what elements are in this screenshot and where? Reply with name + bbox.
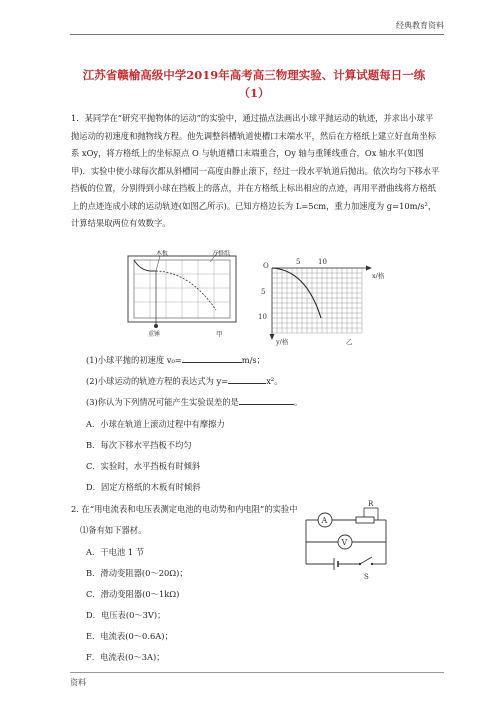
label-zhongchui: 重锤 bbox=[148, 331, 161, 338]
title-line-2: （1） bbox=[238, 86, 270, 100]
x-axis-arrow bbox=[366, 266, 372, 271]
label-muban: 木板 bbox=[156, 250, 169, 257]
answer-blank-1[interactable] bbox=[182, 353, 242, 363]
q1-sub3: (3)你认为下列情况可能产生实验误差的是 。 bbox=[86, 397, 303, 407]
q1-sub1: (1)小球平抛的初速度 v₀= m/s； bbox=[86, 355, 265, 365]
y-axis-label: y/格 bbox=[276, 338, 289, 346]
q1-option-c: C．实验时，水平挡板有时倾斜 bbox=[86, 461, 201, 471]
x-tick-5: 5 bbox=[296, 258, 301, 266]
footer-rule bbox=[70, 672, 444, 673]
q1-option-a: A．小球在轨道上滚动过程中有摩擦力 bbox=[86, 419, 225, 429]
trajectory-curve bbox=[156, 271, 216, 310]
q2-item-f: F．电流表(0～3A)； bbox=[86, 652, 165, 662]
footer-text: 资料 bbox=[70, 678, 86, 687]
x-axis-label: x/格 bbox=[372, 272, 385, 280]
q2-sub1: ⑴备有如下器材。 bbox=[80, 525, 147, 535]
resistor bbox=[356, 517, 374, 523]
resistor-label: R bbox=[368, 500, 374, 508]
q1-option-d: D．固定方格纸的木板有时倾斜 bbox=[86, 482, 201, 492]
q1-sub2: (2)小球运动的轨迹方程的表达式为 y= x²。 bbox=[86, 376, 283, 386]
answer-blank-3[interactable] bbox=[239, 395, 294, 405]
circuit-diagram bbox=[300, 500, 392, 584]
q1-paragraph: 1．某同学在“研究平抛物体的运动”的实验中，通过描点法画出小球平抛运动的轨迹，并求出小球平抛运动的初速度和抛物线方程。他先调整斜槽轨道使槽口末端水平，然后在方格纸上建立好直角坐标系 xOy，将方格纸上的坐标原点 O 与轨道槽口末端重合，Oy 轴与重锤线重合，Ox 轴水平(如图甲)．实验中使小球每次都从斜槽同一高度由静止滚下，经过一段水平轨道后抛出。依次均匀下移水平挡板的位置，分别得到小球在挡板上的落点，并在方格纸上标出相应的点迹，再用平滑曲线将方格纸上的点迹连成小球的运动轨迹(如图乙所示)。已知方格边长为 L=5cm，重力加速度为 g=10m/s²，计算结果取两位有效数字。 bbox=[71, 113, 440, 228]
title-line-1: 江苏省赣榆高级中学2019年高考高三物理实验、计算试题每日一练 bbox=[82, 68, 426, 82]
y-axis-arrow bbox=[270, 334, 275, 340]
q2-item-a: A．干电池 1 节 bbox=[86, 547, 145, 557]
switch-label: S bbox=[364, 573, 369, 581]
header-rule bbox=[70, 34, 444, 35]
figure-jia bbox=[120, 250, 245, 338]
x-tick-10: 10 bbox=[318, 258, 327, 266]
y-tick-5: 5 bbox=[261, 288, 266, 296]
q2-item-d: D．电压表(0～3V)； bbox=[86, 610, 166, 620]
y-tick-10: 10 bbox=[258, 313, 267, 321]
origin-label: O bbox=[263, 262, 269, 270]
page-title bbox=[60, 66, 448, 102]
ramp bbox=[134, 260, 156, 271]
ammeter-label: A bbox=[321, 516, 328, 525]
q1-option-b: B．每次下移水平挡板不均匀 bbox=[86, 440, 192, 450]
figure-yi bbox=[258, 258, 388, 350]
plumb-bob bbox=[154, 324, 158, 328]
voltmeter-label: V bbox=[341, 538, 348, 547]
q2-intro: 2. 在“用电流表和电压表测定电池的电动势和内电阻”的实验中 bbox=[71, 504, 298, 514]
header-text: 经典教育资料 bbox=[396, 21, 444, 30]
caption-jia: 甲 bbox=[216, 330, 223, 338]
switch bbox=[360, 557, 372, 564]
q2-item-c: C．滑动变阻器(0～1kΩ) bbox=[86, 589, 180, 599]
q2-item-b: B．滑动变阻器(0～20Ω)； bbox=[86, 568, 188, 578]
answer-blank-2[interactable] bbox=[228, 374, 266, 384]
q2-item-e: E．电流表(0～0.6A)； bbox=[86, 631, 173, 641]
caption-yi: 乙 bbox=[346, 338, 353, 346]
label-fangge: 方格纸 bbox=[212, 250, 231, 257]
